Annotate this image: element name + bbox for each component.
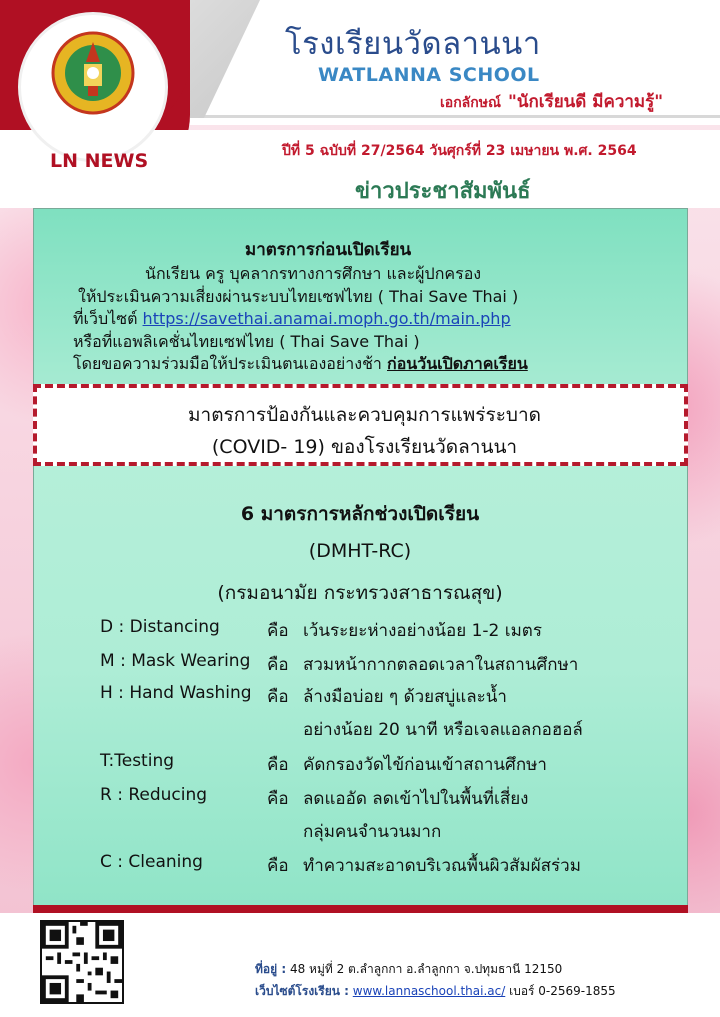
measure-line-1: มาตรการป้องกันและควบคุมการแพร่ระบาด xyxy=(188,404,541,426)
measure-desc-continued: อย่างน้อย 20 นาที หรือเจลแอลกอฮอล์ xyxy=(303,720,583,740)
notice-line-5 xyxy=(73,352,528,377)
measure-desc: เว้นระยะห่างอย่างน้อย 1-2 เมตร xyxy=(303,621,542,641)
measures-abbreviation: (DMHT-RC) xyxy=(308,540,412,562)
section-title: ข่าวประชาสัมพันธ์ xyxy=(355,179,531,204)
notice-title: มาตรการก่อนเปิดเรียน xyxy=(245,240,412,260)
covid-measure-box xyxy=(33,384,688,466)
measure-desc: คัดกรองวัดไข้ก่อนเข้าสถานศึกษา xyxy=(303,755,547,775)
measure-term: T:Testing xyxy=(100,751,175,771)
school-name-english: WATLANNA SCHOOL xyxy=(318,64,540,86)
notice-line-2: ให้ประเมินความเสี่ยงผ่านระบบไทยเซฟไทย ( Thai Save Thai ) xyxy=(78,287,519,306)
school-website-link[interactable]: www.lannaschool.thai.ac/ xyxy=(352,984,506,998)
address-label: ที่อยู่ : xyxy=(255,962,287,976)
measure-is: คือ xyxy=(267,755,289,775)
measure-term: R : Reducing xyxy=(100,785,208,805)
address-line xyxy=(255,960,562,979)
notice-line-5-prefix: โดยขอความร่วมมือให้ประเมินตนเองอย่างช้า xyxy=(73,354,382,373)
measure-desc: ทำความสะอาดบริเวณพื้นผิวสัมผัสร่วม xyxy=(303,856,581,876)
measure-is: คือ xyxy=(267,655,289,675)
measure-desc: ล้างมือบ่อย ๆ ด้วยสบู่และน้ำ xyxy=(303,687,507,707)
notice-line-1: นักเรียน ครู บุคลากรทางการศึกษา และผู้ปกครอง xyxy=(145,264,482,283)
measure-is: คือ xyxy=(267,621,289,641)
phone-number: เบอร์ 0-2569-1855 xyxy=(509,984,616,998)
measure-is: คือ xyxy=(267,856,289,876)
measure-line-2: (COVID- 19) ของโรงเรียนวัดลานนา xyxy=(211,436,518,458)
newsletter-name: LN NEWS xyxy=(50,150,149,172)
savethai-link[interactable]: https://savethai.anamai.moph.go.th/main.php xyxy=(142,309,511,328)
school-emblem-icon xyxy=(48,28,138,118)
measure-is: คือ xyxy=(267,687,289,707)
address-value: 48 หมู่ที่ 2 ต.ลำลูกกา อ.ลำลูกกา จ.ปทุมธานี 12150 xyxy=(289,962,563,976)
qr-code[interactable] xyxy=(40,920,124,1004)
motto-label: เอกลักษณ์ xyxy=(440,95,501,111)
measure-desc-continued: กลุ่มคนจำนวนมาก xyxy=(303,822,442,842)
notice-line-3 xyxy=(73,307,511,332)
website-line xyxy=(255,982,616,1001)
measure-term: D : Distancing xyxy=(100,617,220,637)
notice-line-3-prefix: ที่เว็บไซต์ xyxy=(73,309,138,328)
notice-line-4: หรือที่แอพลิเคชั่นไทยเซฟไทย ( Thai Save Thai ) xyxy=(73,332,420,351)
school-name-thai: โรงเรียนวัดลานนา xyxy=(285,26,541,62)
school-motto: "นักเรียนดี มีความรู้" xyxy=(508,92,664,112)
measure-term: H : Hand Washing xyxy=(100,683,252,703)
measure-is: คือ xyxy=(267,789,289,809)
panel-bottom-border xyxy=(33,905,688,913)
qr-code-icon xyxy=(42,922,122,1002)
measure-desc: ลดแออัด ลดเข้าไปในพื้นที่เสี่ยง xyxy=(303,789,529,809)
measure-term: M : Mask Wearing xyxy=(100,651,251,671)
website-label: เว็บไซต์โรงเรียน : xyxy=(255,984,349,998)
notice-deadline: ก่อนวันเปิดภาคเรียน xyxy=(387,354,528,373)
issue-info: ปีที่ 5 ฉบับที่ 27/2564 วันศุกร์ที่ 23 เมษายน พ.ศ. 2564 xyxy=(282,143,637,159)
measures-title: 6 มาตรการหลักช่วงเปิดเรียน xyxy=(240,503,480,525)
measure-term: C : Cleaning xyxy=(100,852,203,872)
measure-desc: สวมหน้ากากตลอดเวลาในสถานศึกษา xyxy=(303,655,579,675)
measures-source: (กรมอนามัย กระทรวงสาธารณสุข) xyxy=(217,582,503,604)
